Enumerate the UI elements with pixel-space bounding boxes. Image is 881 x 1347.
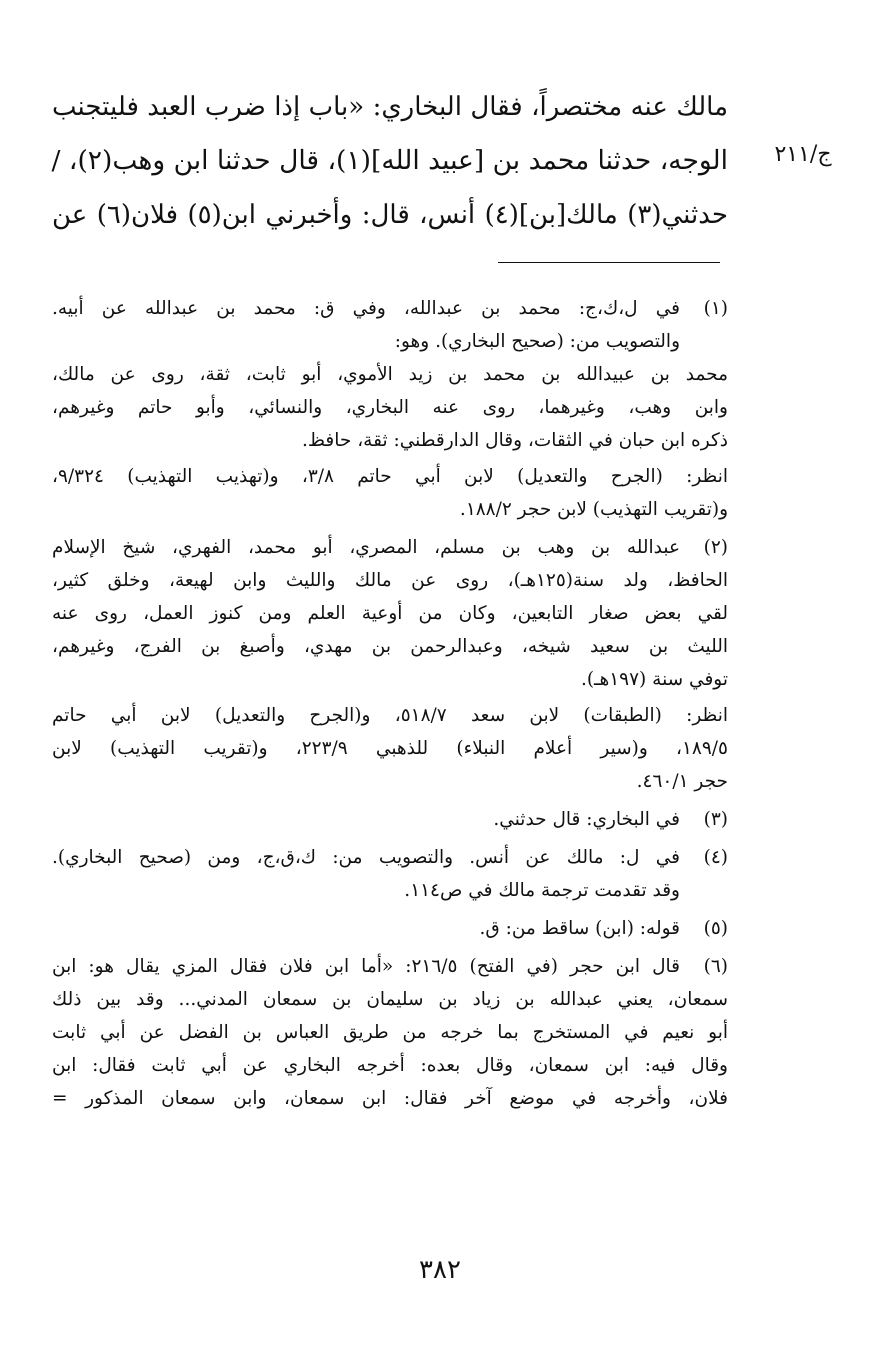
footnote-line: و(تقريب التهذيب) لابن حجر ١٨٨/٢. bbox=[459, 499, 728, 520]
footnote-line: في البخاري: قال حدثني. bbox=[493, 809, 680, 830]
footnote-3 bbox=[52, 803, 728, 836]
footnote-line: وقد تقدمت ترجمة مالك في ص١١٤. bbox=[404, 880, 680, 901]
footnote-line: فلان، وأخرجه في موضع آخر فقال: ابن سمعان، وابن سمعان المذكور = bbox=[52, 1088, 728, 1109]
footnote-line: ذكره ابن حبان في الثقات، وقال الدارقطني: ثقة، حافظ. bbox=[301, 430, 728, 451]
footnote-line: قوله: (ابن) ساقط من: ق. bbox=[479, 918, 680, 939]
footnote-line: توفي سنة (١٩٧هـ). bbox=[580, 669, 728, 690]
footnote-line: انظر: (الجرح والتعديل) لابن أبي حاتم ٣/٨، و(تهذيب التهذيب) ٩/٣٢٤، bbox=[52, 466, 728, 487]
footnote-line: حجر ٤٦٠/١. bbox=[636, 771, 728, 792]
footnote-line: محمد بن عبيدالله بن محمد بن زيد الأموي، أبو ثابت، ثقة، روى عن مالك، bbox=[52, 364, 728, 385]
footnote-line: قال ابن حجر (في الفتح) ٢١٦/٥: «أما ابن فلان فقال المزي يقال هو: ابن bbox=[52, 956, 680, 977]
footnote-5 bbox=[52, 912, 728, 945]
footnote-6 bbox=[52, 950, 728, 1115]
page-number: ٣٨٢ bbox=[419, 1255, 461, 1285]
main-text-line: حدثني(٣) مالك[بن](٤) أنس، قال: وأخبرني ابن(٥) فلان(٦) عن bbox=[52, 200, 728, 230]
footnote-continuation bbox=[52, 358, 728, 457]
footnote-references bbox=[52, 460, 728, 526]
footnote-2 bbox=[52, 531, 728, 798]
footnote-line: الليث بن سعيد شيخه، وعبدالرحمن بن مهدي، وأصبغ بن الفرج، وغيرهم، bbox=[52, 636, 728, 657]
footnote-number: (٢) bbox=[703, 537, 728, 558]
footnote-line: وقال فيه: ابن سمعان، وقال بعده: أخرجه البخاري عن أبي ثابت فقال: ابن bbox=[52, 1055, 728, 1076]
footnote-number: (١) bbox=[703, 298, 728, 319]
footnote-references bbox=[52, 699, 728, 798]
footnote-line: لقي بعض صغار التابعين، وكان من أوعية العلم ومن كنوز العمل، روى عنه bbox=[52, 603, 728, 624]
footnote-number: (٦) bbox=[703, 956, 728, 977]
footnote-line: سمعان، يعني عبدالله بن زياد بن سليمان بن سمعان المدني... وقد بين ذلك bbox=[52, 989, 728, 1010]
footnote-line: أبو نعيم في المستخرج بما خرجه من طريق العباس بن الفضل عن أبي ثابت bbox=[52, 1022, 728, 1043]
footnote-line: في ل،ك،ج: محمد بن عبدالله، وفي ق: محمد بن عبدالله عن أبيه. bbox=[52, 298, 680, 319]
footnote-number: (٥) bbox=[703, 918, 728, 939]
footnote-line: والتصويب من: (صحيح البخاري). وهو: bbox=[394, 331, 680, 352]
footnote-1 bbox=[52, 292, 728, 526]
footnote-number: (٤) bbox=[703, 847, 728, 868]
footnote-line: ١٨٩/٥، و(سير أعلام النبلاء) للذهبي ٢٢٣/٩، و(تقريب التهذيب) لابن bbox=[52, 738, 728, 759]
footnotes bbox=[52, 292, 728, 1120]
footnote-line: وابن وهب، وغيرهما، روى عنه البخاري، والنسائي، وأبو حاتم وغيرهم، bbox=[52, 397, 728, 418]
main-text-line: مالك عنه مختصراً، فقال البخاري: «باب إذا ضرب العبد فليتجنب bbox=[52, 92, 728, 122]
footnote-continuation bbox=[52, 983, 728, 1115]
footnote-line: عبدالله بن وهب بن مسلم، المصري، أبو محمد، الفهري، شيخ الإسلام bbox=[52, 537, 680, 558]
footnote-line: في ل: مالك عن أنس. والتصويب من: ك،ق،ج، ومن (صحيح البخاري). bbox=[52, 847, 680, 868]
main-text-block bbox=[52, 80, 728, 242]
main-text-line: الوجه، حدثنا محمد بن [عبيد الله](١)، قال حدثنا ابن وهب(٢)، / bbox=[51, 145, 728, 176]
footnote-continuation bbox=[52, 564, 728, 696]
footnote-line: انظر: (الطبقات) لابن سعد ٥١٨/٧، و(الجرح والتعديل) لابن أبي حاتم bbox=[52, 705, 728, 726]
footnote-number: (٣) bbox=[703, 809, 728, 830]
footnote-line: الحافظ، ولد سنة(١٢٥هـ)، روى عن مالك والليث وابن لهيعة، وخلق كثير، bbox=[52, 570, 728, 591]
footnote-4 bbox=[52, 841, 728, 907]
margin-reference: ج/٢١١ bbox=[774, 142, 832, 167]
footnote-separator bbox=[498, 262, 720, 263]
